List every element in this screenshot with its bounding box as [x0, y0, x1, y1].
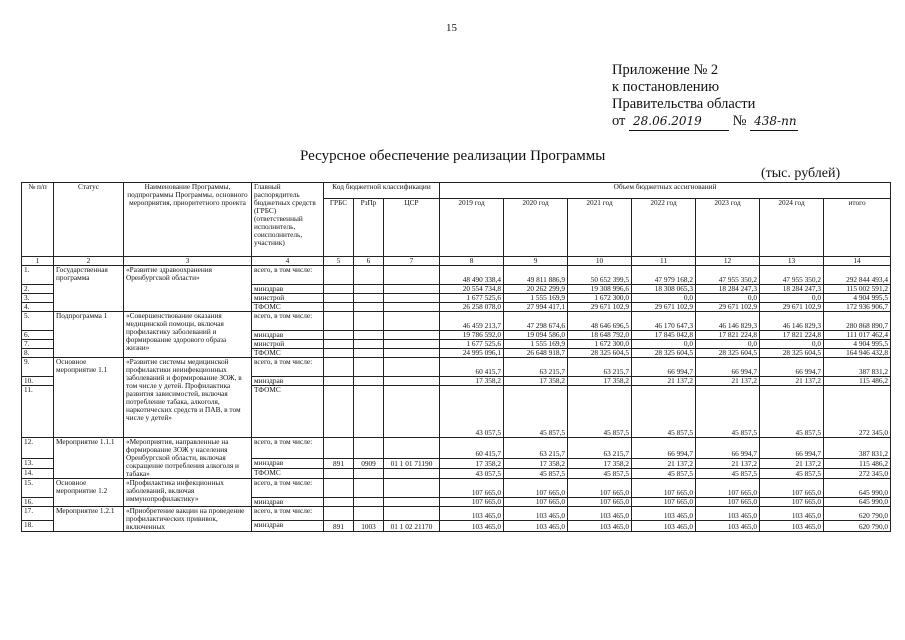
- header-total: итого: [824, 199, 891, 257]
- column-number-cell: 12: [696, 257, 760, 266]
- row-total: 645 990,0: [824, 479, 891, 498]
- row-value: 43 057,5: [440, 386, 504, 438]
- row-value: 47 298 674,6: [504, 312, 568, 331]
- handwritten-number: 438-пп: [750, 113, 798, 131]
- appendix-block: [612, 62, 798, 131]
- header-grbs: ГРБС: [324, 199, 354, 257]
- row-csr: [384, 340, 440, 349]
- row-total: 272 345,0: [824, 386, 891, 438]
- row-admin: всего, в том числе:: [252, 358, 324, 377]
- header-year: 2023 год: [696, 199, 760, 257]
- row-value: 103 465,0: [760, 520, 824, 531]
- row-csr: [384, 469, 440, 479]
- row-value: 47 955 350,2: [760, 266, 824, 285]
- row-value: 17 358,2: [440, 459, 504, 469]
- row-value: 19 786 592,0: [440, 331, 504, 340]
- row-value: 103 465,0: [696, 507, 760, 521]
- row-value: 21 137,2: [696, 459, 760, 469]
- row-grbs: [324, 331, 354, 340]
- row-number: 17.: [22, 507, 54, 521]
- row-csr: [384, 498, 440, 507]
- row-admin: минздрав: [252, 331, 324, 340]
- row-value: 0,0: [760, 340, 824, 349]
- table-row: [22, 266, 891, 285]
- row-value: 47 979 168,2: [632, 266, 696, 285]
- row-csr: [384, 331, 440, 340]
- row-rzpr: [354, 340, 384, 349]
- table-row: [22, 507, 891, 521]
- row-value: 20 554 734,8: [440, 285, 504, 294]
- row-value: 43 057,5: [440, 469, 504, 479]
- row-number: 14.: [22, 469, 54, 479]
- row-grbs: [324, 294, 354, 303]
- column-number-cell: 11: [632, 257, 696, 266]
- row-value: 18 308 065,3: [632, 285, 696, 294]
- row-rzpr: [354, 479, 384, 498]
- row-rzpr: 1003: [354, 520, 384, 531]
- row-value: 1 677 525,6: [440, 294, 504, 303]
- row-total: 292 844 493,4: [824, 266, 891, 285]
- row-value: 103 465,0: [568, 507, 632, 521]
- row-value: 21 137,2: [632, 377, 696, 386]
- row-value: 18 284 247,3: [696, 285, 760, 294]
- row-grbs: [324, 377, 354, 386]
- row-total: 111 017 462,4: [824, 331, 891, 340]
- row-status: Государственная программа: [54, 266, 124, 312]
- row-csr: [384, 479, 440, 498]
- row-value: 107 665,0: [504, 479, 568, 498]
- row-value: 17 358,2: [504, 459, 568, 469]
- row-name: «Развитие здравоохранения Оренбургской области»: [124, 266, 252, 312]
- row-total: 4 904 995,5: [824, 340, 891, 349]
- row-rzpr: [354, 303, 384, 312]
- table-row: [22, 479, 891, 498]
- row-value: 103 465,0: [568, 520, 632, 531]
- number-label: №: [732, 113, 747, 129]
- table-row: [22, 312, 891, 331]
- row-admin: ТФОМС: [252, 469, 324, 479]
- handwritten-date: 28.06.2019: [629, 113, 729, 131]
- row-total: 620 790,0: [824, 520, 891, 531]
- row-value: 17 358,2: [568, 377, 632, 386]
- row-value: 0,0: [632, 340, 696, 349]
- row-value: 66 994,7: [760, 358, 824, 377]
- row-number: 9.: [22, 358, 54, 377]
- header-rzpr: РзПр: [354, 199, 384, 257]
- row-value: 107 665,0: [632, 479, 696, 498]
- table-row: [22, 438, 891, 459]
- row-csr: [384, 349, 440, 358]
- table-row: [22, 358, 891, 377]
- row-value: 19 094 586,0: [504, 331, 568, 340]
- row-value: 103 465,0: [696, 520, 760, 531]
- ot-label: от: [612, 113, 626, 129]
- row-grbs: [324, 266, 354, 285]
- row-rzpr: [354, 285, 384, 294]
- row-admin: минздрав: [252, 498, 324, 507]
- row-value: 45 857,5: [568, 469, 632, 479]
- row-admin: всего, в том числе:: [252, 266, 324, 285]
- row-name: «Развитие системы медицинской профилактики неинфекционных заболеваний и формирование ЗОЖ, в том числе у детей. Профилактика развития зависимостей, включая потребление табака, алкоголя, наркотических средств и ПАВ, в том числе у детей»: [124, 358, 252, 438]
- row-value: 47 955 350,2: [696, 266, 760, 285]
- row-value: 49 811 886,9: [504, 266, 568, 285]
- row-admin: минстрой: [252, 294, 324, 303]
- row-admin: всего, в том числе:: [252, 312, 324, 331]
- row-value: 27 994 417,1: [504, 303, 568, 312]
- header-admin: Главный распорядитель бюджетных средств (ГРБС) (ответственный исполнитель, соисполнитель, участник): [252, 183, 324, 257]
- row-number: 13.: [22, 459, 54, 469]
- header-num: № п/п: [22, 183, 54, 257]
- row-admin: ТФОМС: [252, 303, 324, 312]
- row-csr: [384, 358, 440, 377]
- header-year: 2024 год: [760, 199, 824, 257]
- column-number-cell: 9: [504, 257, 568, 266]
- row-value: 28 325 604,5: [568, 349, 632, 358]
- row-value: 45 857,5: [760, 469, 824, 479]
- row-csr: [384, 507, 440, 521]
- row-value: 66 994,7: [632, 438, 696, 459]
- row-value: 66 994,7: [696, 358, 760, 377]
- row-status: Мероприятие 1.1.1: [54, 438, 124, 479]
- header-status: Статус: [54, 183, 124, 257]
- row-value: 46 170 647,3: [632, 312, 696, 331]
- row-admin: минздрав: [252, 520, 324, 531]
- row-admin: минздрав: [252, 377, 324, 386]
- row-number: 15.: [22, 479, 54, 498]
- row-value: 26 258 078,0: [440, 303, 504, 312]
- header-year: 2022 год: [632, 199, 696, 257]
- row-grbs: [324, 479, 354, 498]
- row-grbs: [324, 312, 354, 331]
- row-grbs: [324, 386, 354, 438]
- row-name: «Мероприятия, направленные на формирование ЗОЖ у населения Оренбургской области, включая сокращение потребления алкоголя и табака»: [124, 438, 252, 479]
- row-value: 45 857,5: [504, 386, 568, 438]
- header-csr: ЦСР: [384, 199, 440, 257]
- row-admin: ТФОМС: [252, 386, 324, 438]
- row-value: 24 995 096,1: [440, 349, 504, 358]
- column-number-cell: 4: [252, 257, 324, 266]
- row-value: 63 215,7: [568, 438, 632, 459]
- row-total: 280 868 890,7: [824, 312, 891, 331]
- row-number: 7.: [22, 340, 54, 349]
- row-value: 0,0: [696, 294, 760, 303]
- row-value: 107 665,0: [504, 498, 568, 507]
- column-number-cell: 14: [824, 257, 891, 266]
- row-value: 107 665,0: [568, 479, 632, 498]
- row-rzpr: [354, 358, 384, 377]
- row-total: 387 831,2: [824, 358, 891, 377]
- row-grbs: [324, 349, 354, 358]
- row-rzpr: [354, 294, 384, 303]
- row-rzpr: 0909: [354, 459, 384, 469]
- row-value: 45 857,5: [696, 386, 760, 438]
- row-admin: ТФОМС: [252, 349, 324, 358]
- row-value: 17 358,2: [440, 377, 504, 386]
- row-value: 66 994,7: [696, 438, 760, 459]
- row-status: Основное мероприятие 1.2: [54, 479, 124, 507]
- row-value: 107 665,0: [696, 498, 760, 507]
- row-rzpr: [354, 469, 384, 479]
- row-admin: минздрав: [252, 285, 324, 294]
- row-total: 645 990,0: [824, 498, 891, 507]
- row-value: 103 465,0: [632, 520, 696, 531]
- row-csr: [384, 386, 440, 438]
- column-number-cell: 7: [384, 257, 440, 266]
- row-rzpr: [354, 498, 384, 507]
- row-value: 45 857,5: [696, 469, 760, 479]
- row-value: 21 137,2: [632, 459, 696, 469]
- row-grbs: [324, 358, 354, 377]
- row-value: 29 671 102,9: [632, 303, 696, 312]
- row-value: 18 648 792,0: [568, 331, 632, 340]
- row-value: 0,0: [696, 340, 760, 349]
- row-value: 48 646 696,5: [568, 312, 632, 331]
- row-value: 63 215,7: [504, 438, 568, 459]
- row-value: 45 857,5: [504, 469, 568, 479]
- row-rzpr: [354, 331, 384, 340]
- row-total: 272 345,0: [824, 469, 891, 479]
- row-value: 66 994,7: [632, 358, 696, 377]
- column-number-cell: 13: [760, 257, 824, 266]
- row-value: 45 857,5: [632, 386, 696, 438]
- row-value: 19 308 996,6: [568, 285, 632, 294]
- row-name: «Приобретение вакцин на проведение профилактических прививок, включенных: [124, 507, 252, 532]
- row-rzpr: [354, 377, 384, 386]
- row-value: 103 465,0: [504, 520, 568, 531]
- row-status: Основное мероприятие 1.1: [54, 358, 124, 438]
- row-admin: всего, в том числе:: [252, 479, 324, 498]
- appendix-line-3: Правительства области: [612, 96, 756, 112]
- row-value: 50 652 399,5: [568, 266, 632, 285]
- row-value: 66 994,7: [760, 438, 824, 459]
- row-name: «Совершенствование оказания медицинской помощи, включая профилактику заболеваний и формирование здорового образа жизни»: [124, 312, 252, 358]
- page-number: 15: [446, 22, 457, 34]
- row-value: 46 146 829,3: [760, 312, 824, 331]
- row-csr: [384, 377, 440, 386]
- row-value: 46 459 213,7: [440, 312, 504, 331]
- column-number-cell: 5: [324, 257, 354, 266]
- column-number-cell: 1: [22, 257, 54, 266]
- row-rzpr: [354, 266, 384, 285]
- row-admin: всего, в том числе:: [252, 507, 324, 521]
- row-total: 172 936 906,7: [824, 303, 891, 312]
- row-value: 17 358,2: [504, 377, 568, 386]
- row-value: 1 555 169,9: [504, 294, 568, 303]
- row-value: 18 284 247,3: [760, 285, 824, 294]
- row-status: Подпрограмма 1: [54, 312, 124, 358]
- row-total: 115 002 591,2: [824, 285, 891, 294]
- row-grbs: [324, 438, 354, 459]
- row-value: 48 490 338,4: [440, 266, 504, 285]
- row-value: 29 671 102,9: [696, 303, 760, 312]
- appendix-line-2: к постановлению: [612, 79, 720, 95]
- row-csr: 01 1 01 71190: [384, 459, 440, 469]
- row-value: 21 137,2: [760, 459, 824, 469]
- row-csr: [384, 303, 440, 312]
- row-number: 12.: [22, 438, 54, 459]
- row-total: 115 486,2: [824, 459, 891, 469]
- row-value: 63 215,7: [504, 358, 568, 377]
- row-value: 0,0: [760, 294, 824, 303]
- row-rzpr: [354, 438, 384, 459]
- header-volume-group: Объем бюджетных ассигнований: [440, 183, 891, 199]
- row-number: 1.: [22, 266, 54, 285]
- row-grbs: [324, 303, 354, 312]
- row-csr: [384, 312, 440, 331]
- row-value: 1 672 300,0: [568, 340, 632, 349]
- row-value: 107 665,0: [632, 498, 696, 507]
- row-value: 103 465,0: [440, 520, 504, 531]
- row-value: 28 325 604,5: [696, 349, 760, 358]
- row-value: 45 857,5: [632, 469, 696, 479]
- row-value: 107 665,0: [696, 479, 760, 498]
- row-total: 620 790,0: [824, 507, 891, 521]
- row-value: 17 845 042,8: [632, 331, 696, 340]
- column-number-cell: 3: [124, 257, 252, 266]
- header-year: 2019 год: [440, 199, 504, 257]
- header-year: 2020 год: [504, 199, 568, 257]
- column-number-cell: 10: [568, 257, 632, 266]
- row-value: 45 857,5: [760, 386, 824, 438]
- row-value: 28 325 604,5: [632, 349, 696, 358]
- row-total: 387 831,2: [824, 438, 891, 459]
- row-value: 45 857,5: [568, 386, 632, 438]
- row-value: 1 677 525,6: [440, 340, 504, 349]
- row-admin: минстрой: [252, 340, 324, 349]
- row-value: 107 665,0: [760, 498, 824, 507]
- row-admin: всего, в том числе:: [252, 438, 324, 459]
- row-rzpr: [354, 386, 384, 438]
- row-grbs: [324, 507, 354, 521]
- row-grbs: [324, 469, 354, 479]
- row-value: 21 137,2: [696, 377, 760, 386]
- row-value: 0,0: [632, 294, 696, 303]
- row-grbs: 891: [324, 520, 354, 531]
- row-total: 115 486,2: [824, 377, 891, 386]
- column-number-cell: 6: [354, 257, 384, 266]
- row-value: 60 415,7: [440, 438, 504, 459]
- row-value: 107 665,0: [568, 498, 632, 507]
- row-status: Мероприятие 1.2.1: [54, 507, 124, 532]
- header-year: 2021 год: [568, 199, 632, 257]
- row-admin: минздрав: [252, 459, 324, 469]
- row-value: 46 146 829,3: [696, 312, 760, 331]
- row-value: 29 671 102,9: [568, 303, 632, 312]
- row-csr: [384, 294, 440, 303]
- row-number: 6.: [22, 331, 54, 340]
- row-grbs: [324, 285, 354, 294]
- row-value: 103 465,0: [440, 507, 504, 521]
- resource-table: [21, 182, 891, 532]
- row-value: 107 665,0: [760, 479, 824, 498]
- row-csr: [384, 285, 440, 294]
- row-value: 107 665,0: [440, 479, 504, 498]
- row-number: 18.: [22, 520, 54, 531]
- appendix-line-1: Приложение № 2: [612, 62, 719, 78]
- row-value: 29 671 102,9: [760, 303, 824, 312]
- row-value: 1 672 300,0: [568, 294, 632, 303]
- row-value: 26 648 918,7: [504, 349, 568, 358]
- row-value: 20 262 299,9: [504, 285, 568, 294]
- row-value: 60 415,7: [440, 358, 504, 377]
- row-csr: [384, 438, 440, 459]
- row-rzpr: [354, 507, 384, 521]
- row-name: «Профилактика инфекционных заболеваний, включая иммунопрофилактику»: [124, 479, 252, 507]
- header-name: Наименование Программы, подпрограммы Программы, основного мероприятия, приоритетного проекта: [124, 183, 252, 257]
- row-grbs: [324, 340, 354, 349]
- row-number: 2.: [22, 285, 54, 294]
- row-number: 8.: [22, 349, 54, 358]
- row-number: 3.: [22, 294, 54, 303]
- row-value: 63 215,7: [568, 358, 632, 377]
- row-value: 28 325 604,5: [760, 349, 824, 358]
- row-grbs: 891: [324, 459, 354, 469]
- row-number: 16.: [22, 498, 54, 507]
- document-title: Ресурсное обеспечение реализации Программы: [300, 148, 606, 164]
- row-rzpr: [354, 349, 384, 358]
- row-value: 103 465,0: [632, 507, 696, 521]
- row-csr: 01 1 02 21170: [384, 520, 440, 531]
- column-number-cell: 8: [440, 257, 504, 266]
- column-number-row: [22, 257, 891, 266]
- row-grbs: [324, 498, 354, 507]
- row-value: 17 821 224,8: [696, 331, 760, 340]
- row-number: 11.: [22, 386, 54, 438]
- row-value: 103 465,0: [504, 507, 568, 521]
- row-rzpr: [354, 312, 384, 331]
- row-total: 4 904 995,5: [824, 294, 891, 303]
- row-value: 17 821 224,8: [760, 331, 824, 340]
- header-code-group: Код бюджетной классификации: [324, 183, 440, 199]
- row-value: 17 358,2: [568, 459, 632, 469]
- row-value: 21 137,2: [760, 377, 824, 386]
- row-value: 107 665,0: [440, 498, 504, 507]
- row-total: 164 946 432,8: [824, 349, 891, 358]
- appendix-date-line: [612, 113, 798, 131]
- row-csr: [384, 266, 440, 285]
- column-number-cell: 2: [54, 257, 124, 266]
- row-value: 103 465,0: [760, 507, 824, 521]
- row-number: 4.: [22, 303, 54, 312]
- row-value: 1 555 169,9: [504, 340, 568, 349]
- row-number: 5.: [22, 312, 54, 331]
- row-number: 10.: [22, 377, 54, 386]
- units-label: (тыс. рублей): [761, 166, 841, 181]
